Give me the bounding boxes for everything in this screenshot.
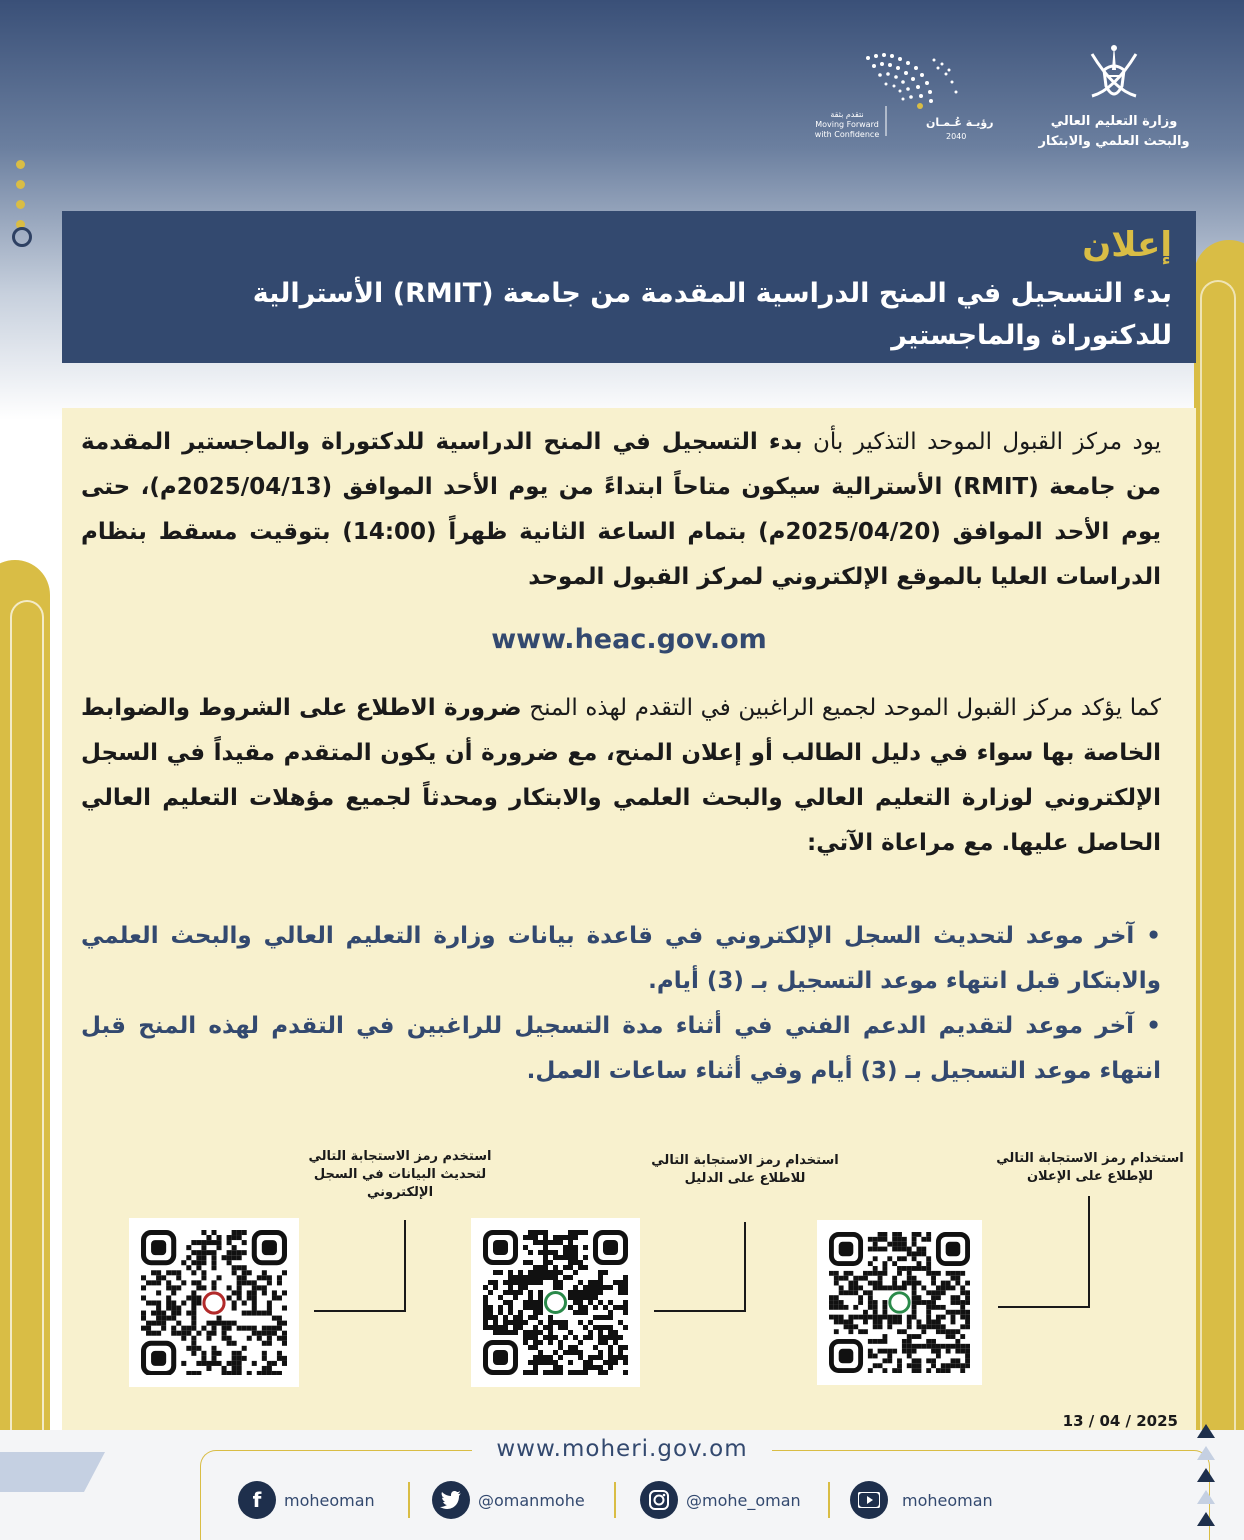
footer-separator [408, 1482, 410, 1518]
oman-vision-2040-logo [808, 48, 998, 148]
left-decoration-lines [10, 600, 44, 1540]
announcement-title-line2: للدكتوراة والماجستير [891, 320, 1172, 351]
moving-forward-arabic: نتقدم بثقة [830, 110, 864, 119]
paragraph-requirements [81, 686, 1161, 866]
ministry-name-line2: والبحث العلمي والابتكار [1038, 134, 1190, 149]
footer-separator [828, 1482, 830, 1518]
youtube-link[interactable] [850, 1480, 993, 1520]
triangle-decoration [1197, 1490, 1215, 1504]
qr-guide-label: استخدام رمز الاستجابة التالي للاطلاع على الدليل [651, 1153, 839, 1186]
youtube-handle: moheoman [902, 1490, 993, 1510]
instagram-handle: @mohe_oman [686, 1490, 801, 1510]
list-item: • آخر موعد لتقديم الدعم الفني في أثناء مدة التسجيل للراغبين في التقدم لهذه المنح قبل انتهاء موعد التسجيل بـ (3) أيام وفي أثناء ساعات العمل. [81, 1013, 1161, 1084]
paragraph-requirements-bold: ضرورة الاطلاع على الشروط والضوابط الخاصة بها سواء في دليل الطالب أو إعلان المنح، مع ضرورة أن يكون المتقدم مقيداً في السجل الإلكتروني لوزارة التعليم العالي والبحث العلمي والابتكار ومحدثاً لجميع مؤهلات التعليم العالي الحاصل عليها. مع مراعاة الآتي: [81, 695, 1161, 856]
moheri-website-link[interactable]: www.moheri.gov.om [472, 1436, 772, 1462]
qr-guide-connector [654, 1222, 746, 1312]
qr-code-guide-icon [483, 1230, 628, 1375]
qr-code-guide[interactable] [471, 1218, 640, 1387]
vision-year-text: 2040 [946, 132, 967, 141]
vision-arabic-text: رؤيـة عُـمـان [926, 116, 994, 129]
facebook-handle: moheoman [284, 1490, 375, 1510]
heac-website-link[interactable]: www.heac.gov.om [491, 624, 767, 655]
ring-decoration [12, 227, 32, 247]
announcement-title-box [62, 211, 1196, 363]
instagram-link[interactable] [640, 1480, 801, 1520]
announcement-date: 13 / 04 / 2025 [1062, 1412, 1178, 1430]
instagram-icon [640, 1481, 678, 1519]
youtube-icon [850, 1481, 888, 1519]
paragraph-registration-intro: يود مركز القبول الموحد التذكير بأن [802, 429, 1161, 455]
ministry-name-line1: وزارة التعليم العالي [1050, 114, 1178, 129]
oman-emblem-icon [1082, 40, 1146, 108]
moving-forward-english: Moving Forward with Confidence [814, 120, 880, 139]
facebook-icon: f [238, 1481, 276, 1519]
qr-code-announcement-icon [829, 1232, 970, 1373]
right-decoration-lines [1200, 280, 1236, 1540]
qr-announcement-label: استخدام رمز الاستجابة التالي للإطلاع على الإعلان [996, 1151, 1184, 1184]
moving-forward-text [812, 110, 882, 140]
list-item: • آخر موعد لتحديث السجل الإلكتروني في قاعدة بيانات وزارة التعليم العالي والبحث العلمي والابتكار قبل انتهاء موعد التسجيل بـ (3) أيام. [81, 923, 1161, 994]
announcement-title-line1: بدء التسجيل في المنح الدراسية المقدمة من جامعة (RMIT) الأسترالية [252, 278, 1172, 309]
announcement-label: إعلان [1082, 225, 1172, 265]
triangle-decoration [1197, 1468, 1215, 1482]
facebook-link[interactable] [238, 1480, 375, 1520]
ministry-logo [1034, 40, 1194, 152]
twitter-link[interactable] [432, 1480, 585, 1520]
paragraph-registration [81, 420, 1161, 600]
qr-code-update[interactable] [129, 1218, 299, 1387]
qr-update-label: استخدم رمز الاستجابة التالي لتحديث البيانات في السجل الإلكتروني [308, 1149, 492, 1200]
paragraph-requirements-intro: كما يؤكد مركز القبول الموحد لجميع الراغبين في التقدم لهذه المنح [521, 695, 1161, 721]
paragraph-registration-bold: بدء التسجيل في المنح الدراسية للدكتوراة والماجستير المقدمة من جامعة (RMIT) الأسترالية سيكون متاحاً ابتداءً من يوم الأحد الموافق (2025/04/13م)، حتى يوم الأحد الموافق (2025/04/20م) بتمام الساعة الثانية ظهراً (14:00) بتوقيت مسقط بنظام الدراسات العليا بالموقع الإلكتروني لمركز القبول الموحد [81, 429, 1161, 590]
qr-update-connector [314, 1220, 406, 1312]
qr-code-update-icon [141, 1230, 287, 1375]
qr-code-announcement[interactable] [817, 1220, 982, 1385]
twitter-handle: @omanmohe [478, 1490, 585, 1510]
twitter-icon [432, 1481, 470, 1519]
notes-list [81, 914, 1161, 1094]
footer-separator [614, 1482, 616, 1518]
triangle-decoration [1197, 1424, 1215, 1438]
qr-announcement-connector [998, 1196, 1090, 1308]
triangle-decoration [1197, 1512, 1215, 1526]
triangle-decoration [1197, 1446, 1215, 1460]
